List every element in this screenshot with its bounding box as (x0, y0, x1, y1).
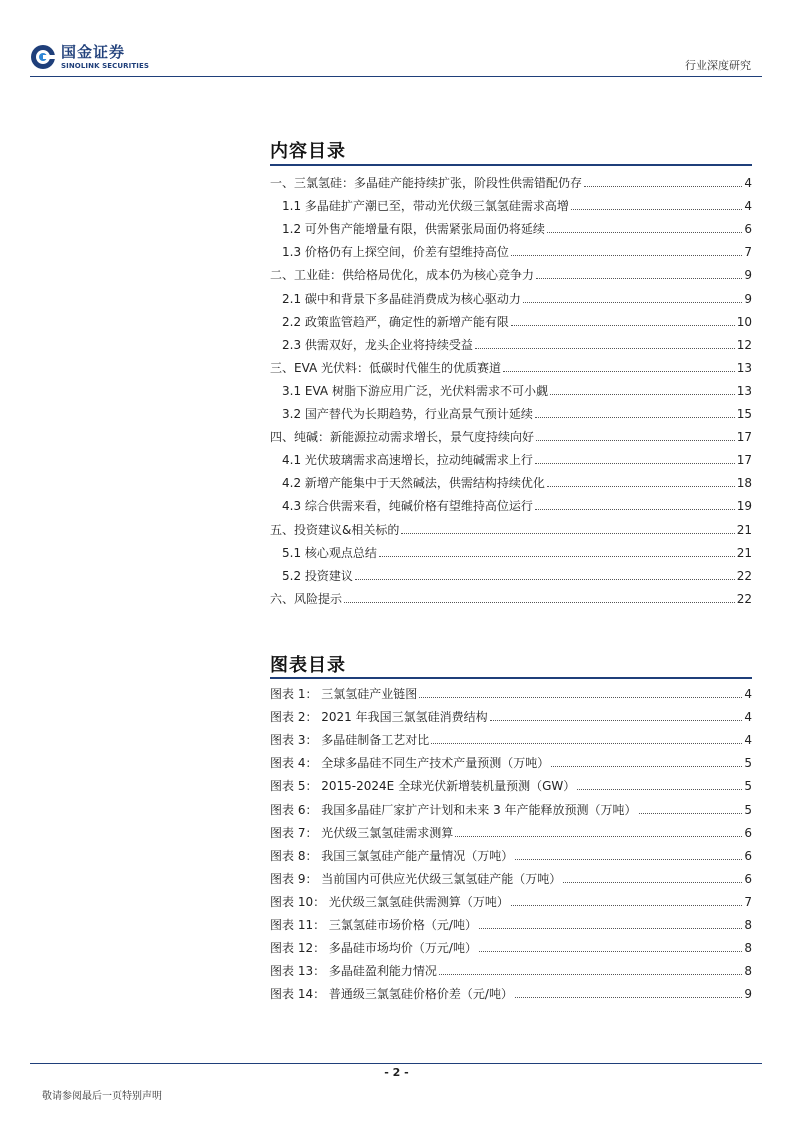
toc-entry[interactable] (270, 355, 752, 375)
toc-entry-page: 9 (744, 291, 752, 306)
figure-entry-page: 4 (744, 733, 752, 748)
toc-entry[interactable] (270, 424, 752, 444)
dot-leader (431, 743, 742, 744)
dot-leader (479, 951, 742, 952)
toc-entry-page: 13 (736, 360, 752, 375)
figure-entry[interactable] (270, 750, 752, 770)
figure-entry[interactable] (270, 727, 752, 747)
figure-entry[interactable] (270, 958, 752, 978)
figure-entry-text: 图表 12： 多晶硅市场均价（万元/吨） (270, 941, 477, 956)
contents-title-divider (270, 164, 752, 166)
toc-entry-page: 4 (744, 176, 752, 190)
toc-entry[interactable] (270, 517, 752, 537)
page-number: - 2 - (384, 1066, 409, 1079)
dot-leader (639, 813, 743, 814)
sinolink-logo (30, 44, 150, 76)
header-divider (30, 76, 762, 77)
dot-leader (511, 325, 735, 326)
toc-entry[interactable] (282, 447, 752, 467)
figure-entry[interactable] (270, 866, 752, 886)
toc-entry-text: 5.1 核心观点总结 (282, 545, 377, 560)
dot-leader (344, 602, 735, 603)
toc-entry-page: 7 (744, 245, 752, 260)
toc-entry-text: 5.2 投资建议 (282, 568, 353, 583)
figure-entry-page: 6 (744, 848, 752, 863)
toc-entry[interactable] (270, 586, 752, 606)
toc-entry-text: 2.3 供需双好，龙头企业将持续受益 (282, 337, 473, 352)
figure-entry-page: 6 (744, 825, 752, 840)
figures-title: 图表目录 (270, 655, 346, 676)
toc-entry[interactable] (282, 216, 752, 236)
toc-entry-page: 15 (736, 407, 752, 421)
toc-entry-page: 10 (736, 314, 752, 329)
dot-leader (550, 394, 735, 395)
toc-entry-page: 22 (736, 591, 752, 606)
figure-entry[interactable] (270, 681, 752, 701)
figure-entry-page: 8 (744, 918, 752, 932)
dot-leader (547, 486, 735, 487)
toc-entry[interactable] (282, 563, 752, 583)
dot-leader (511, 905, 742, 906)
figure-entry-text: 图表 14： 普通级三氯氢硅价格价差（元/吨） (270, 987, 513, 1002)
figure-entry-page: 8 (744, 964, 752, 979)
figure-entry[interactable] (270, 912, 752, 932)
page-header (0, 0, 793, 80)
toc-entry[interactable] (282, 286, 752, 306)
toc-entry-page: 4 (744, 199, 752, 214)
toc-entry[interactable] (282, 239, 752, 259)
toc-entry[interactable] (270, 262, 752, 282)
dot-leader (503, 371, 735, 372)
toc-entry-text: 1.2 可外售产能增量有限，供需紧张局面仍将延续 (282, 222, 545, 237)
dot-leader (547, 232, 742, 233)
toc-entry-text: 2.1 碳中和背景下多晶硅消费成为核心驱动力 (282, 291, 521, 306)
figure-entry[interactable] (270, 889, 752, 909)
figure-entry-text: 图表 9： 当前国内可供应光伏级三氯氢硅产能（万吨） (270, 871, 562, 886)
dot-leader (439, 974, 742, 975)
toc-entry[interactable] (282, 493, 752, 513)
figure-entry-text: 图表 5： 2015-2024E 全球光伏新增装机量预测（GW） (270, 779, 576, 794)
dot-leader (535, 463, 735, 464)
figure-entry-text: 图表 1： 三氯氢硅产业链图 (270, 687, 418, 701)
toc-entry-text: 4.2 新增产能集中于天然碱法，供需结构持续优化 (282, 476, 545, 491)
dot-leader (536, 440, 735, 441)
toc-entry-page: 21 (736, 522, 752, 537)
dot-leader (455, 836, 742, 837)
figure-entry[interactable] (270, 797, 752, 817)
toc-entry-text: 1.1 多晶硅扩产潮已至，带动光伏级三氯氢硅需求高增 (282, 199, 569, 214)
toc-entry[interactable] (282, 193, 752, 213)
figure-entry-page: 5 (744, 779, 752, 794)
figure-entry-page: 5 (744, 802, 752, 817)
dot-leader (379, 556, 735, 557)
figure-entry-text: 图表 8： 我国三氯氢硅产能产量情况（万吨） (270, 848, 514, 863)
figure-entry-page: 6 (744, 871, 752, 886)
toc-entry-text: 4.3 综合供需来看，纯碱价格有望维持高位运行 (282, 499, 533, 514)
figure-entry[interactable] (270, 843, 752, 863)
figure-entry-text: 图表 13： 多晶硅盈利能力情况 (270, 964, 437, 979)
toc-entry[interactable] (282, 378, 752, 398)
dot-leader (523, 302, 742, 303)
toc-entry-page: 17 (736, 430, 752, 445)
figure-entry-text: 图表 7： 光伏级三氯氢硅需求测算 (270, 825, 454, 840)
dot-leader (419, 697, 742, 698)
toc-entry[interactable] (282, 540, 752, 560)
figure-entry-text: 图表 10： 光伏级三氯氢硅供需测算（万吨） (270, 894, 509, 909)
toc-entry[interactable] (282, 470, 752, 490)
figure-entry[interactable] (270, 704, 752, 724)
toc-entry-page: 13 (736, 383, 752, 398)
dot-leader (535, 509, 735, 510)
dot-leader (515, 997, 742, 998)
sinolink-logo-icon (30, 44, 56, 70)
toc-entry-text: 四、纯碱：新能源拉动需求增长，景气度持续向好 (270, 430, 535, 445)
dot-leader (535, 417, 735, 418)
toc-entry-text: 一、三氯氢硅：多晶硅产能持续扩张，阶段性供需错配仍存 (270, 176, 583, 190)
figure-entry-text: 图表 3： 多晶硅制备工艺对比 (270, 733, 430, 748)
dot-leader (584, 186, 742, 187)
document-type: 行业深度研究 (685, 59, 751, 72)
toc-entry-text: 二、工业硅：供给格局优化，成本仍为核心竞争力 (270, 268, 535, 283)
toc-entry-text: 3.2 国产替代为长期趋势，行业高景气预计延续 (282, 407, 533, 421)
figure-entry-text: 图表 4： 全球多晶硅不同生产技术产量预测（万吨） (270, 756, 550, 771)
dot-leader (563, 882, 742, 883)
dot-leader (536, 278, 742, 279)
dot-leader (571, 209, 742, 210)
dot-leader (511, 255, 742, 256)
figure-entry-text: 图表 6： 我国多晶硅厂家扩产计划和未来 3 年产能释放预测（万吨） (270, 802, 637, 817)
figure-entry-page: 7 (744, 894, 752, 909)
toc-entry-page: 22 (736, 568, 752, 583)
dot-leader (490, 720, 743, 721)
toc-entry[interactable] (282, 401, 752, 421)
figure-entry-page: 8 (744, 941, 752, 956)
disclaimer: 敬请参阅最后一页特别声明 (42, 1091, 162, 1102)
toc-entry-page: 18 (736, 476, 752, 491)
figure-entry-text: 图表 2： 2021 年我国三氯氢硅消费结构 (270, 710, 488, 725)
toc-entry-page: 12 (736, 337, 752, 352)
footer-divider (30, 1063, 762, 1064)
logo-chinese-name: 国金证券 (61, 43, 126, 61)
figure-entry[interactable] (270, 981, 752, 1001)
figures-title-divider (270, 677, 752, 679)
figure-entry[interactable] (270, 820, 752, 840)
figure-entry[interactable] (270, 935, 752, 955)
dot-leader (401, 533, 734, 534)
figure-entry-page: 5 (744, 756, 752, 771)
toc-entry[interactable] (282, 309, 752, 329)
dot-leader (475, 348, 735, 349)
toc-entry-text: 1.3 价格仍有上探空间，价差有望维持高位 (282, 245, 509, 260)
toc-entry-text: 三、EVA 光伏料：低碳时代催生的优质赛道 (270, 360, 502, 375)
toc-entry-page: 21 (736, 545, 752, 560)
toc-entry-page: 6 (744, 222, 752, 237)
toc-entry-page: 9 (744, 268, 752, 283)
toc-entry-text: 4.1 光伏玻璃需求高速增长，拉动纯碱需求上行 (282, 453, 533, 468)
toc-entry-text: 五、投资建议&相关标的 (270, 522, 400, 537)
toc-entry-page: 19 (736, 499, 752, 514)
dot-leader (479, 928, 742, 929)
figure-entry-page: 4 (744, 687, 752, 701)
dot-leader (355, 579, 735, 580)
toc-entry[interactable] (270, 170, 752, 190)
figure-entry-text: 图表 11： 三氯氢硅市场价格（元/吨） (270, 918, 477, 932)
figure-entry-page: 9 (744, 987, 752, 1002)
toc-entry-text: 六、风险提示 (270, 591, 343, 606)
contents-title: 内容目录 (270, 141, 346, 162)
toc-entry-text: 2.2 政策监管趋严，确定性的新增产能有限 (282, 314, 509, 329)
logo-english-name: SINOLINK SECURITIES (61, 62, 149, 70)
figure-entry[interactable] (270, 773, 752, 793)
toc-entry-page: 17 (736, 453, 752, 468)
figure-entry-page: 4 (744, 710, 752, 725)
dot-leader (577, 789, 742, 790)
toc-entry[interactable] (282, 332, 752, 352)
toc-entry-text: 3.1 EVA 树脂下游应用广泛，光伏料需求不可小觑 (282, 383, 548, 398)
dot-leader (515, 859, 742, 860)
dot-leader (551, 766, 742, 767)
